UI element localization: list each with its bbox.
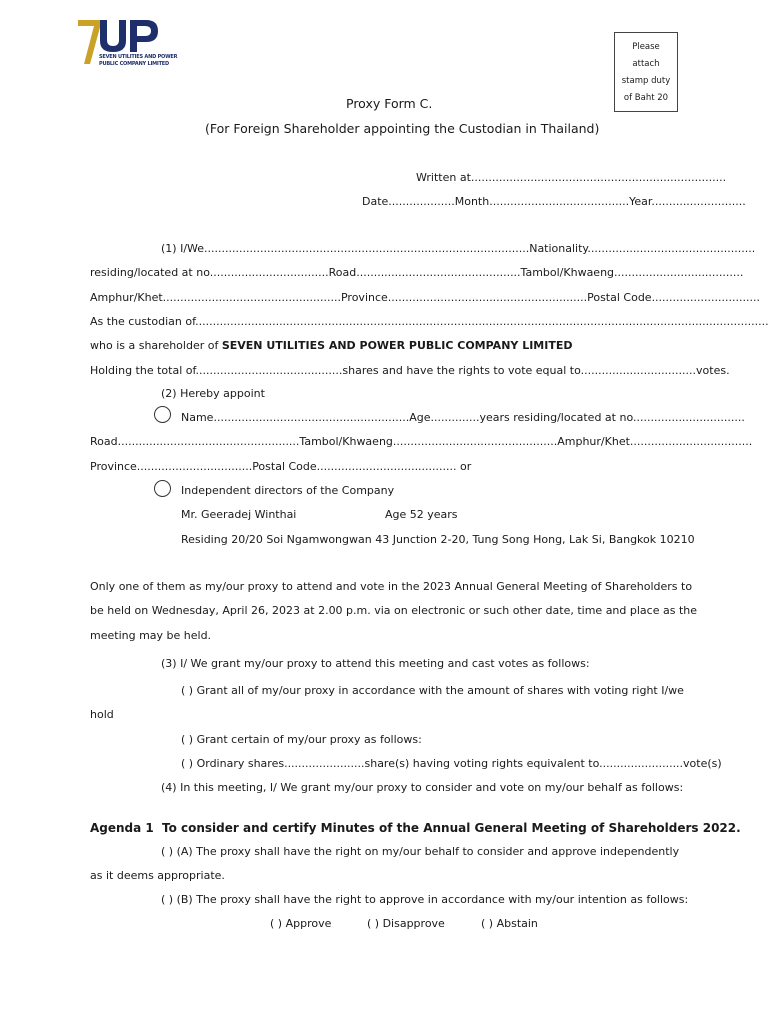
director-address: Residing 20/20 Soi Ngamwongwan 43 Junction 2-20, Tung Song Hong, Lak Si, Bangkok 10210 — [181, 533, 695, 546]
independent-director-label: Independent directors of the Company — [181, 484, 395, 497]
option-grant-all-cont: hold — [90, 708, 114, 721]
section4-heading: (4) In this meeting, I/ We grant my/our proxy to consider and vote on my/our behalf as follows: — [161, 781, 684, 794]
logo-company-line2: PUBLIC COMPANY LIMITED — [99, 61, 169, 67]
section2-heading: (2) Hereby appoint — [161, 387, 265, 400]
stamp-line: attach — [632, 59, 660, 69]
agenda1-title: To consider and certify Minutes of the Annual General Meeting of Shareholders 2022. — [162, 821, 741, 835]
option-circle-independent-director[interactable] — [154, 480, 171, 497]
proxy-paragraph-line: be held on Wednesday, April 26, 2023 at 2.00 p.m. via on electronic or such other date, time and place as the — [90, 604, 697, 617]
director-age: Age 52 years — [385, 508, 458, 521]
section3-heading: (3) I/ We grant my/our proxy to attend this meeting and cast votes as follows: — [161, 657, 590, 670]
form-title: Proxy Form C. — [346, 96, 433, 111]
proxy-name-line[interactable]: Name........................................................Age..............years residing/located at no................................ — [181, 411, 745, 424]
proxy-road-line[interactable]: Road....................................................Tambol/Khwaeng...............................................Amphur/Khet................................... — [90, 435, 753, 448]
section1-address-line[interactable]: residing/located at no..................................Road...............................................Tambol/Khwaeng..................................... — [90, 266, 744, 279]
option-grant-all[interactable]: ( ) Grant all of my/our proxy in accordance with the amount of shares with voting right I/we — [181, 684, 684, 697]
company-logo — [76, 16, 178, 72]
stamp-line: Please — [632, 42, 660, 52]
form-subtitle: (For Foreign Shareholder appointing the Custodian in Thailand) — [205, 121, 600, 136]
written-at-field[interactable]: Written at......................................................................... — [416, 171, 727, 184]
agenda1-option-b[interactable]: ( ) (B) The proxy shall have the right to approve in accordance with my/our intention as follows: — [161, 893, 689, 906]
proxy-province-line[interactable]: Province.................................Postal Code........................................ or — [90, 460, 472, 473]
agenda1-approve-option[interactable]: ( ) Approve — [270, 917, 332, 930]
company-name: SEVEN UTILITIES AND POWER PUBLIC COMPANY LIMITED — [221, 339, 573, 352]
agenda1-option-a-cont: as it deems appropriate. — [90, 869, 225, 882]
proxy-paragraph-line: Only one of them as my/our proxy to attend and vote in the 2023 Annual General Meeting of Shareholders to — [90, 580, 693, 593]
proxy-paragraph-line: meeting may be held. — [90, 629, 212, 642]
option-grant-certain[interactable]: ( ) Grant certain of my/our proxy as follows: — [181, 733, 422, 746]
section1-province-line[interactable]: Amphur/Khet...................................................Province.........................................................Postal Code............................... — [90, 291, 760, 304]
section1-holding-line[interactable]: Holding the total of..........................................shares and have the rights to vote equal to.................................votes. — [90, 364, 730, 377]
option-circle-proxy-name[interactable] — [154, 406, 171, 423]
director-name: Mr. Geeradej Winthai — [181, 508, 297, 521]
section1-name-line[interactable]: (1) I/We.............................................................................................Nationality................................................ — [161, 242, 756, 255]
shareholder-prefix: who is a shareholder of — [90, 339, 219, 352]
section1-shareholder-line — [90, 339, 573, 352]
stamp-line: of Baht 20 — [623, 93, 669, 103]
date-field[interactable]: Date...................Month........................................Year........................... — [362, 195, 746, 208]
agenda1-label: Agenda 1 — [90, 821, 154, 835]
logo-company-line1: SEVEN UTILITIES AND POWER — [99, 54, 178, 60]
stamp-duty-box — [614, 32, 678, 112]
agenda1-abstain-option[interactable]: ( ) Abstain — [481, 917, 538, 930]
ordinary-shares-line[interactable]: ( ) Ordinary shares.......................share(s) having voting rights equivalent to........................vote(s) — [181, 757, 722, 770]
agenda1-disapprove-option[interactable]: ( ) Disapprove — [367, 917, 445, 930]
stamp-line: stamp duty — [621, 76, 671, 86]
section1-custodian-line[interactable]: As the custodian of.................................................................................................................................................................... — [90, 315, 769, 328]
agenda1-option-a[interactable]: ( ) (A) The proxy shall have the right on my/our behalf to consider and approve independently — [161, 845, 680, 858]
